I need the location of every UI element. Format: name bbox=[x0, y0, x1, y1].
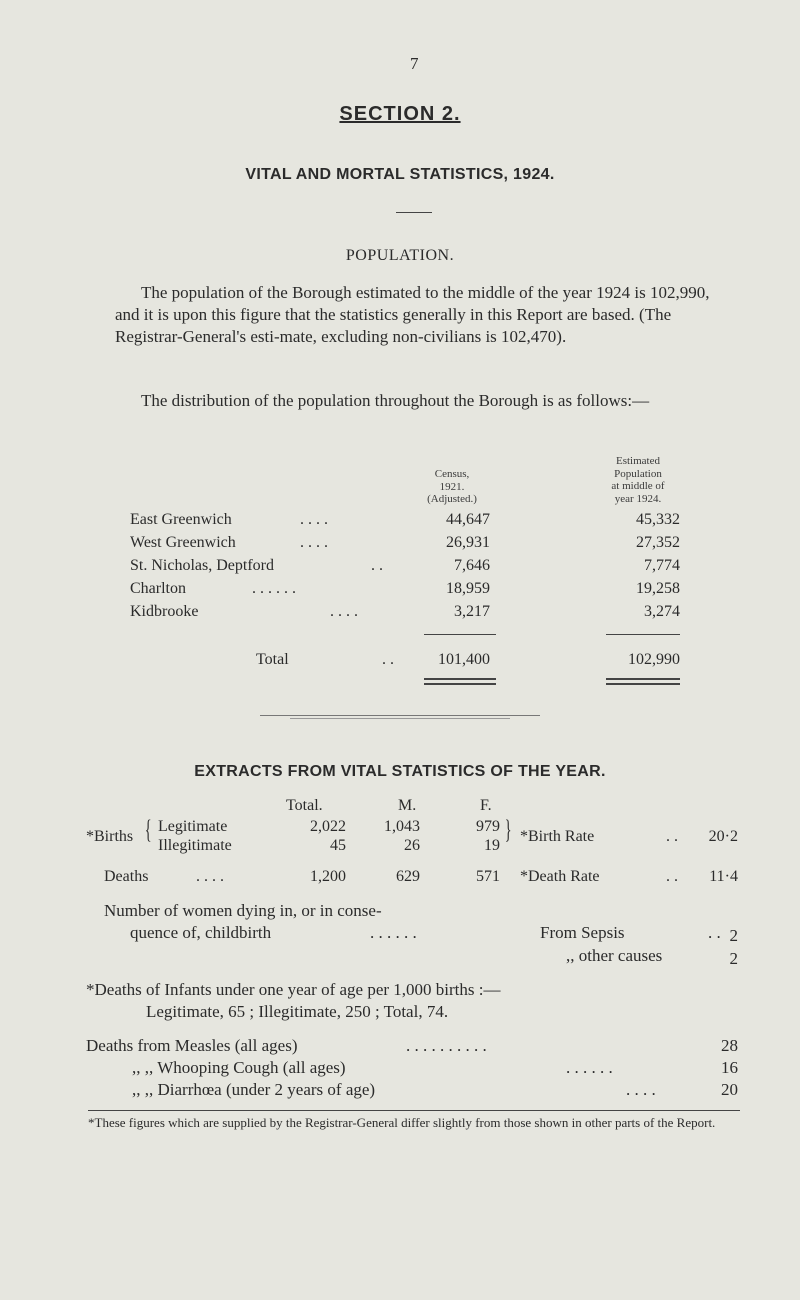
cause-value: 16 bbox=[721, 1058, 738, 1077]
leader-dots: . . bbox=[708, 923, 721, 942]
leader-dots: . . bbox=[666, 868, 678, 885]
women-line-1: Number of women dying in, or in conse- bbox=[104, 901, 382, 920]
census-value: 3,217 bbox=[454, 603, 490, 620]
area-name: St. Nicholas, Deptford bbox=[130, 557, 274, 574]
estimated-value: 7,774 bbox=[644, 557, 680, 574]
page-number: 7 bbox=[410, 54, 419, 73]
deaths-m: 629 bbox=[396, 868, 420, 885]
sepsis-label: From Sepsis bbox=[540, 923, 625, 942]
legit-total: 2,022 bbox=[310, 818, 346, 835]
census-value: 44,647 bbox=[446, 511, 490, 528]
leader-dots: . . bbox=[382, 651, 394, 668]
census-value: 7,646 bbox=[454, 557, 490, 574]
col-header-total: Total. bbox=[286, 797, 323, 814]
birth-rate-value: 20·2 bbox=[708, 828, 738, 845]
leader-dots: . . . . bbox=[196, 868, 224, 885]
col-header-m: M. bbox=[398, 797, 417, 814]
leader-dots: . . . . . . bbox=[566, 1058, 613, 1077]
estimated-value: 27,352 bbox=[636, 534, 680, 551]
leader-dots: . . . . bbox=[626, 1080, 656, 1099]
col-header-census: Census, 1921. (Adjusted.) bbox=[427, 468, 477, 505]
extracts-heading: EXTRACTS FROM VITAL STATISTICS OF THE YEAR. bbox=[194, 763, 606, 780]
total-census: 101,400 bbox=[438, 651, 490, 668]
intro-paragraph: The population of the Borough estimated to the middle of the year 1924 is 102,990, and it is upon this figure that the statistics generally in this Report are based. (The Registrar-General's esti-mate, excluding non-civilians is 102,470). bbox=[115, 283, 710, 346]
illegit-total: 45 bbox=[330, 837, 346, 854]
estimated-value: 19,258 bbox=[636, 580, 680, 597]
total-label: Total bbox=[256, 651, 289, 668]
leader-dots: . . . . bbox=[300, 534, 328, 551]
col-header-f: F. bbox=[480, 797, 492, 814]
legit-m: 1,043 bbox=[384, 818, 420, 835]
census-value: 18,959 bbox=[446, 580, 490, 597]
section-separator bbox=[260, 715, 540, 716]
sum-rule bbox=[424, 634, 496, 635]
other-causes-value: 2 bbox=[729, 949, 738, 968]
section-heading: SECTION 2. bbox=[339, 103, 461, 125]
illegitimate-label: Illegitimate bbox=[158, 837, 232, 854]
infants-line-1: *Deaths of Infants under one year of age per 1,000 births :— bbox=[86, 980, 501, 999]
col-header-estimated: Estimated Population at middle of year 1924. bbox=[611, 455, 665, 505]
cause-value: 28 bbox=[721, 1036, 738, 1055]
sum-rule bbox=[606, 634, 680, 635]
total-estimated: 102,990 bbox=[628, 651, 680, 668]
population-heading: POPULATION. bbox=[345, 247, 455, 264]
infants-line-2: Legitimate, 65 ; Illegitimate, 250 ; Total, 74. bbox=[146, 1002, 449, 1021]
legit-f: 979 bbox=[476, 818, 500, 835]
deaths-f: 571 bbox=[476, 868, 500, 885]
women-line-2: quence of, childbirth bbox=[130, 923, 272, 942]
leader-dots: . . bbox=[371, 557, 383, 574]
leader-dots: . . . . bbox=[300, 511, 328, 528]
main-title: VITAL AND MORTAL STATISTICS, 1924. bbox=[245, 166, 555, 183]
leader-dots: . . bbox=[666, 828, 678, 845]
birth-rate-label: *Birth Rate bbox=[520, 828, 595, 845]
leader-dots: . . . . . . . . . . bbox=[406, 1036, 487, 1055]
area-name: Kidbrooke bbox=[130, 603, 199, 620]
cause-label: Deaths from Measles (all ages) bbox=[86, 1036, 298, 1055]
footnote: *These figures which are supplied by the Registrar-General differ slightly from those shown in other parts of the Report. bbox=[88, 1115, 716, 1130]
area-name: East Greenwich bbox=[130, 511, 232, 528]
illegit-m: 26 bbox=[404, 837, 420, 854]
death-rate-value: 11·4 bbox=[709, 868, 738, 885]
cause-label: ,, ,, Diarrhœa (under 2 years of age) bbox=[132, 1080, 376, 1099]
double-rule bbox=[424, 683, 496, 685]
deaths-label: Deaths bbox=[104, 868, 149, 885]
area-name: Charlton bbox=[130, 580, 186, 597]
distribution-paragraph: The distribution of the population throughout the Borough is as follows:— bbox=[141, 391, 650, 410]
death-rate-label: *Death Rate bbox=[520, 868, 600, 885]
legitimate-label: Legitimate bbox=[158, 818, 228, 835]
leader-dots: . . . . . . bbox=[370, 923, 417, 942]
census-value: 26,931 bbox=[446, 534, 490, 551]
illegit-f: 19 bbox=[484, 837, 500, 854]
deaths-total: 1,200 bbox=[310, 868, 346, 885]
section-separator bbox=[290, 718, 510, 719]
births-label: *Births bbox=[86, 828, 134, 845]
estimated-value: 3,274 bbox=[644, 603, 680, 620]
double-rule bbox=[606, 678, 680, 680]
other-causes-label: ,, other causes bbox=[566, 946, 663, 965]
cause-value: 20 bbox=[721, 1080, 738, 1099]
area-name: West Greenwich bbox=[130, 534, 236, 551]
left-brace: { bbox=[144, 815, 152, 844]
footnote-rule bbox=[88, 1110, 740, 1111]
sepsis-value: 2 bbox=[729, 926, 738, 945]
estimated-value: 45,332 bbox=[636, 511, 680, 528]
title-divider bbox=[396, 212, 432, 213]
leader-dots: . . . . . . bbox=[252, 580, 296, 597]
leader-dots: . . . . bbox=[330, 603, 358, 620]
double-rule bbox=[606, 683, 680, 685]
cause-label: ,, ,, Whooping Cough (all ages) bbox=[132, 1058, 346, 1077]
double-rule bbox=[424, 678, 496, 680]
right-brace: } bbox=[504, 815, 512, 844]
